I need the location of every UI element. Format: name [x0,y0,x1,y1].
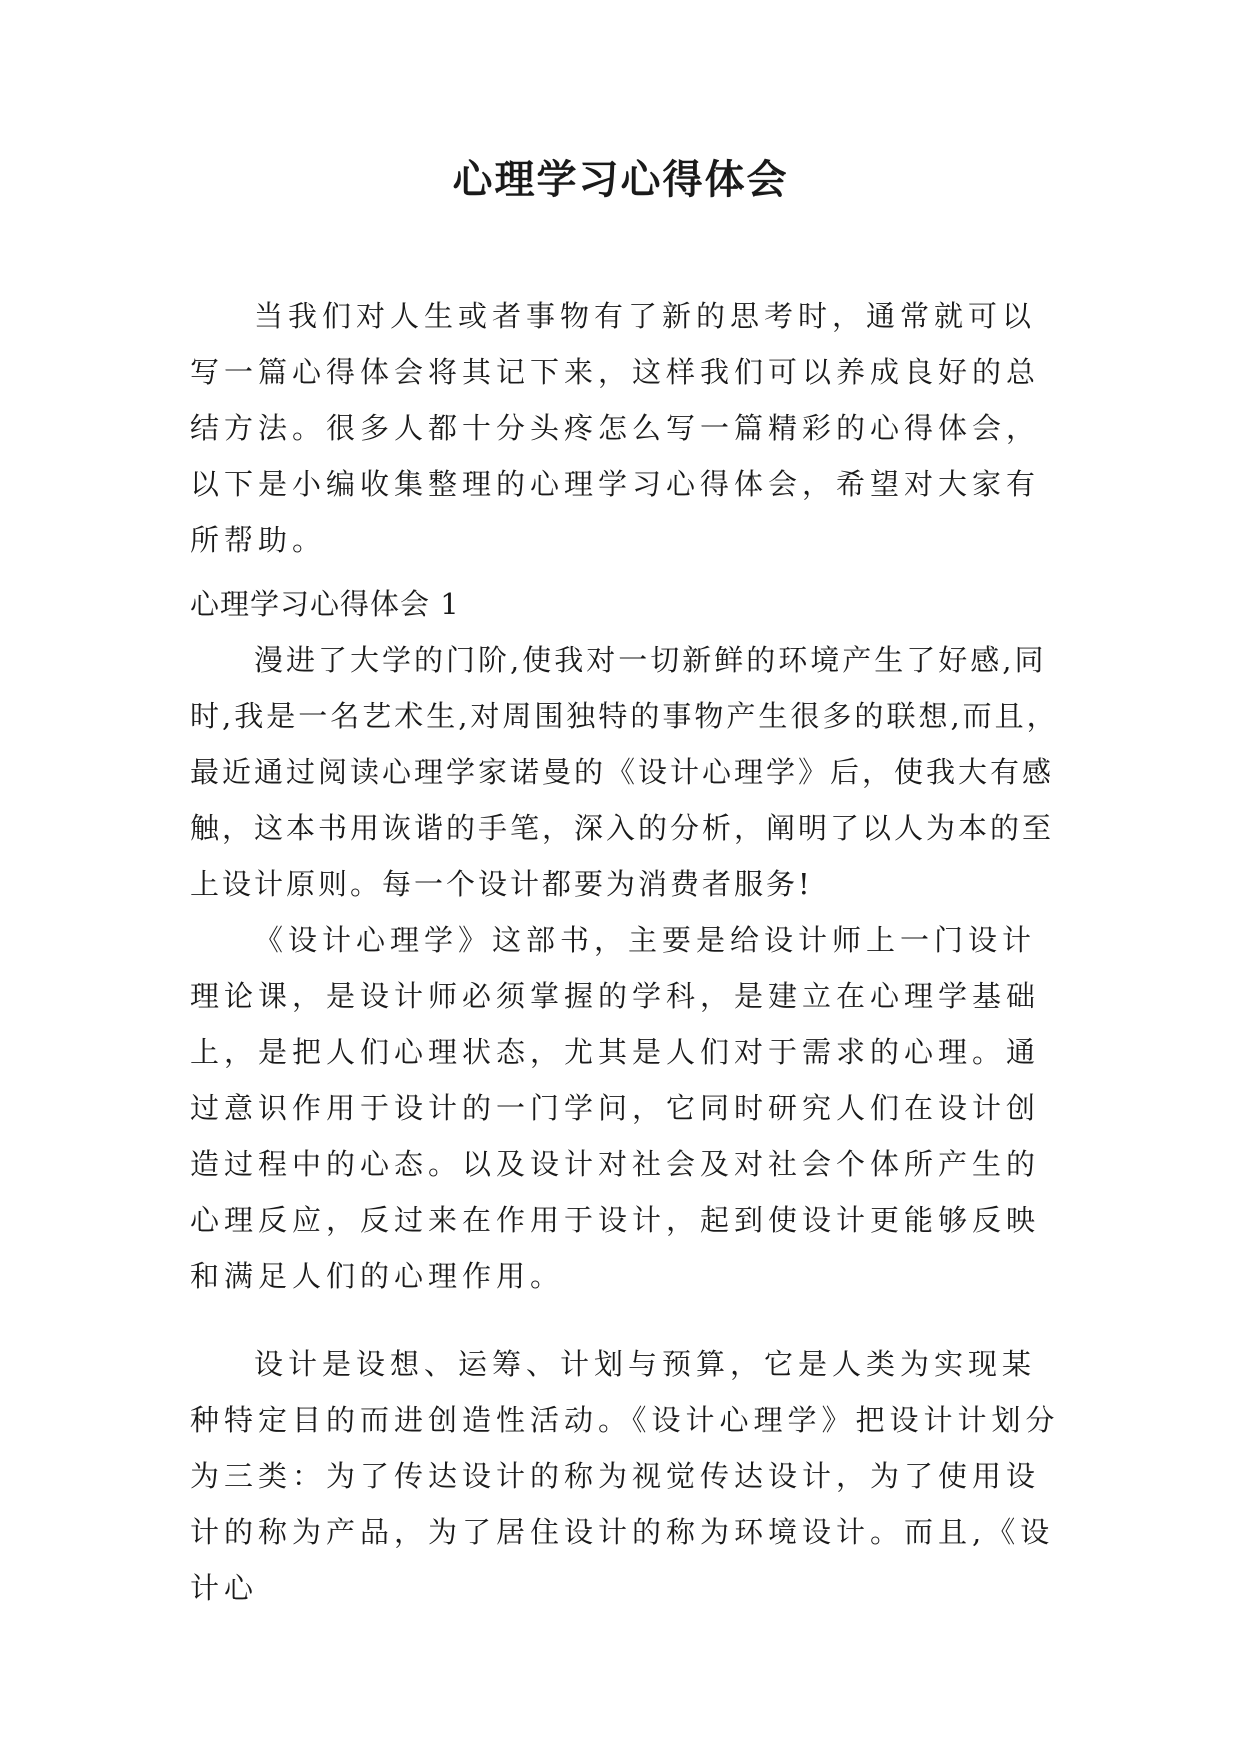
section-heading: 心理学习心得体会 1 [190,587,460,621]
body-paragraph-2: 《设计心理学》这部书，主要是给设计师上一门设计理论课，是设计师必须掌握的学科，是建立在心理学基础上，是把人们心理状态，尤其是人们对于需求的心理。通过意识作用于设计的一门学问，它同时研究人们在设计创造过程中的心态。以及设计对社会及对社会个体所产生的心理反应，反过来在作用于设计，起到使设计更能够反映和满足人们的心理作用。 [190,923,1041,1293]
intro-paragraph: 当我们对人生或者事物有了新的思考时，通常就可以写一篇心得体会将其记下来，这样我们可以养成良好的总结方法。很多人都十分头疼怎么写一篇精彩的心得体会，以下是小编收集整理的心理学习心得体会，希望对大家有所帮助。 [190,299,1041,557]
body-paragraph-3: 设计是设想、运筹、计划与预算，它是人类为实现某种特定目的而进创造性活动。《设计心理学》把设计计划分为三类：为了传达设计的称为视觉传达设计，为了使用设计的称为产品，为了居住设计的称为环境设计。而且,《设计心 [190,1347,1060,1605]
body-paragraph-1: 漫进了大学的门阶,使我对一切新鲜的环境产生了好感,同时,我是一名艺术生,对周围独特的事物产生很多的联想,而且，最近通过阅读心理学家诺曼的《设计心理学》后，使我大有感触，这本书用诙谐的手笔，深入的分析，阐明了以人为本的至上设计原则。每一个设计都要为消费者服务! [190,643,1059,901]
document-title: 心理学习心得体会 [452,157,789,203]
